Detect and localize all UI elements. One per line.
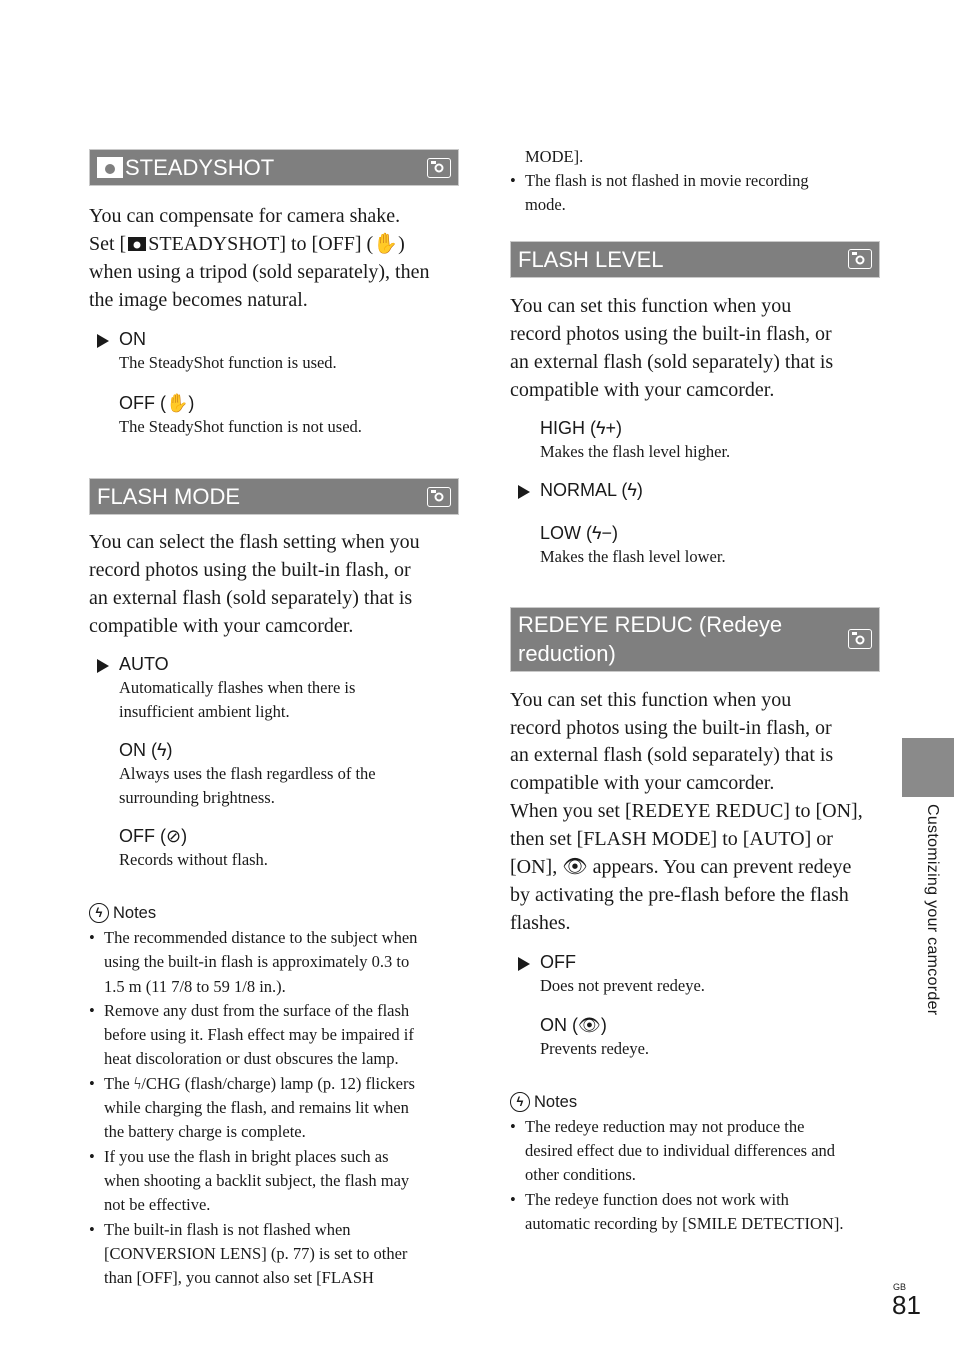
- section-redeye-header: [510, 607, 880, 672]
- list-item: • Remove any dust from the surface of the flash before using it. Flash effect may be impaired if heat discoloration or dust obscures the lamp.: [89, 999, 459, 1072]
- list-item: • The ϟ/CHG (flash/charge) lamp (p. 12) flickers while charging the flash, and remains lit when the battery charge is complete.: [89, 1072, 459, 1145]
- page-number: 81: [892, 1290, 921, 1320]
- section-title: REDEYE REDUC (Redeye: [518, 611, 783, 637]
- photo-mode-icon: [128, 237, 146, 251]
- camera-icon: [427, 487, 451, 507]
- eye-icon: 👁: [578, 1014, 601, 1035]
- chapter-label: Customizing your camcorder: [924, 804, 941, 1016]
- notes-heading: ϟ Notes: [89, 902, 459, 924]
- steadyshot-intro: You can compensate for camera shake. Set [ STEADYSHOT] to [OFF] (✋) when using a tripod (sold separately), then the image becomes natural.: [89, 205, 430, 311]
- list-item: • If you use the flash in bright places such as when shooting a backlit subject, the flash may not be effective.: [89, 1145, 459, 1218]
- option-steadyshot-on: ON The SteadyShot function is used.: [119, 327, 459, 375]
- section-title: FLASH MODE: [97, 484, 241, 509]
- list-item: • The recommended distance to the subject when using the built-in flash is approximately 0.3 to 1.5 m (11 7/8 to 59 1/8 in.).: [89, 926, 459, 999]
- default-arrow-icon: [97, 659, 109, 673]
- section-steadyshot-header: [89, 149, 459, 186]
- flash-off-icon: ⊘: [166, 826, 182, 846]
- option-redeye-off: OFF Does not prevent redeye.: [540, 950, 880, 998]
- option-flash-low: LOW (ϟ−) Makes the flash level lower.: [540, 522, 726, 566]
- left-column: [89, 149, 459, 1290]
- option-flash-on: ON (ϟ) Always uses the flash regardless of the surrounding brightness.: [119, 740, 376, 807]
- steadyshot-off-icon: ✋: [166, 393, 189, 413]
- camera-icon: [427, 158, 451, 178]
- right-column: [510, 145, 880, 1236]
- default-arrow-icon: [518, 485, 530, 499]
- default-arrow-icon: [97, 334, 109, 348]
- chapter-tab: [902, 738, 954, 797]
- section-title-line-2: reduction): [518, 640, 616, 666]
- option-flash-high: HIGH (ϟ+) Makes the flash level higher.: [540, 417, 731, 461]
- section-title: STEADYSHOT: [125, 155, 275, 180]
- flash-icon: ϟ: [157, 740, 167, 760]
- default-arrow-icon: [518, 957, 530, 971]
- page-footer: [892, 1282, 921, 1318]
- section-flash-level-header: [510, 241, 880, 278]
- flash-minus-icon: ϟ−: [592, 522, 613, 543]
- list-item: • The flash is not flashed in movie recording mode.: [510, 169, 880, 218]
- option-flash-auto: AUTO Automatically flashes when there is insufficient ambient light.: [119, 652, 459, 724]
- redeye-intro: You can set this function when you record photos using the built-in flash, or an external flash (sold separately) that is compatible with your camcorder. When you set [REDEYE REDUC] to [ON], then set [FLASH MODE] to [AUTO] or [ON], 👁 appears. You can prevent redeye by activating the pre-flash before the flash flashes.: [510, 688, 863, 934]
- photo-mode-icon: [97, 157, 123, 178]
- flash-level-intro: You can set this function when you record photos using the built-in flash, or an external flash (sold separately) that is compatible with your camcorder.: [510, 294, 834, 401]
- notes-list: [510, 1115, 880, 1236]
- camera-icon: [848, 249, 872, 269]
- flash-plus-icon: ϟ+: [596, 417, 617, 438]
- list-item: • The built-in flash is not flashed when [CONVERSION LENS] (p. 77) is set to other than [OFF], you cannot also set [FLASH: [89, 1218, 459, 1291]
- section-flash-mode-header: [89, 478, 459, 515]
- option-redeye-on: ON (👁) Prevents redeye.: [540, 1014, 650, 1058]
- option-flash-normal: NORMAL (ϟ): [540, 478, 880, 502]
- notes-list-continued: [510, 169, 880, 218]
- notes-icon: ϟ: [510, 1092, 530, 1112]
- list-item: • The redeye reduction may not produce the desired effect due to individual differences and other conditions.: [510, 1115, 880, 1188]
- region-code: GB: [893, 1282, 907, 1292]
- continued-text: MODE].: [525, 147, 584, 166]
- camera-icon: [848, 629, 872, 649]
- flash-icon: ϟ: [627, 479, 637, 500]
- option-flash-off: OFF (⊘) Records without flash.: [119, 826, 268, 869]
- steadyshot-off-icon: ✋: [373, 233, 399, 255]
- notes-icon: ϟ: [89, 903, 109, 923]
- flash-icon: ϟ: [133, 1073, 142, 1093]
- notes-heading: ϟ Notes: [510, 1091, 880, 1113]
- section-title: FLASH LEVEL: [518, 246, 664, 272]
- flash-mode-intro: You can select the flash setting when you record photos using the built-in flash, or an external flash (sold separately) that is compatible with your camcorder.: [89, 531, 420, 637]
- eye-icon: 👁: [562, 856, 588, 879]
- notes-list: [89, 926, 459, 1290]
- list-item: • The redeye function does not work with automatic recording by [SMILE DETECTION].: [510, 1188, 880, 1237]
- option-steadyshot-off: OFF (✋) The SteadyShot function is not used.: [119, 393, 362, 436]
